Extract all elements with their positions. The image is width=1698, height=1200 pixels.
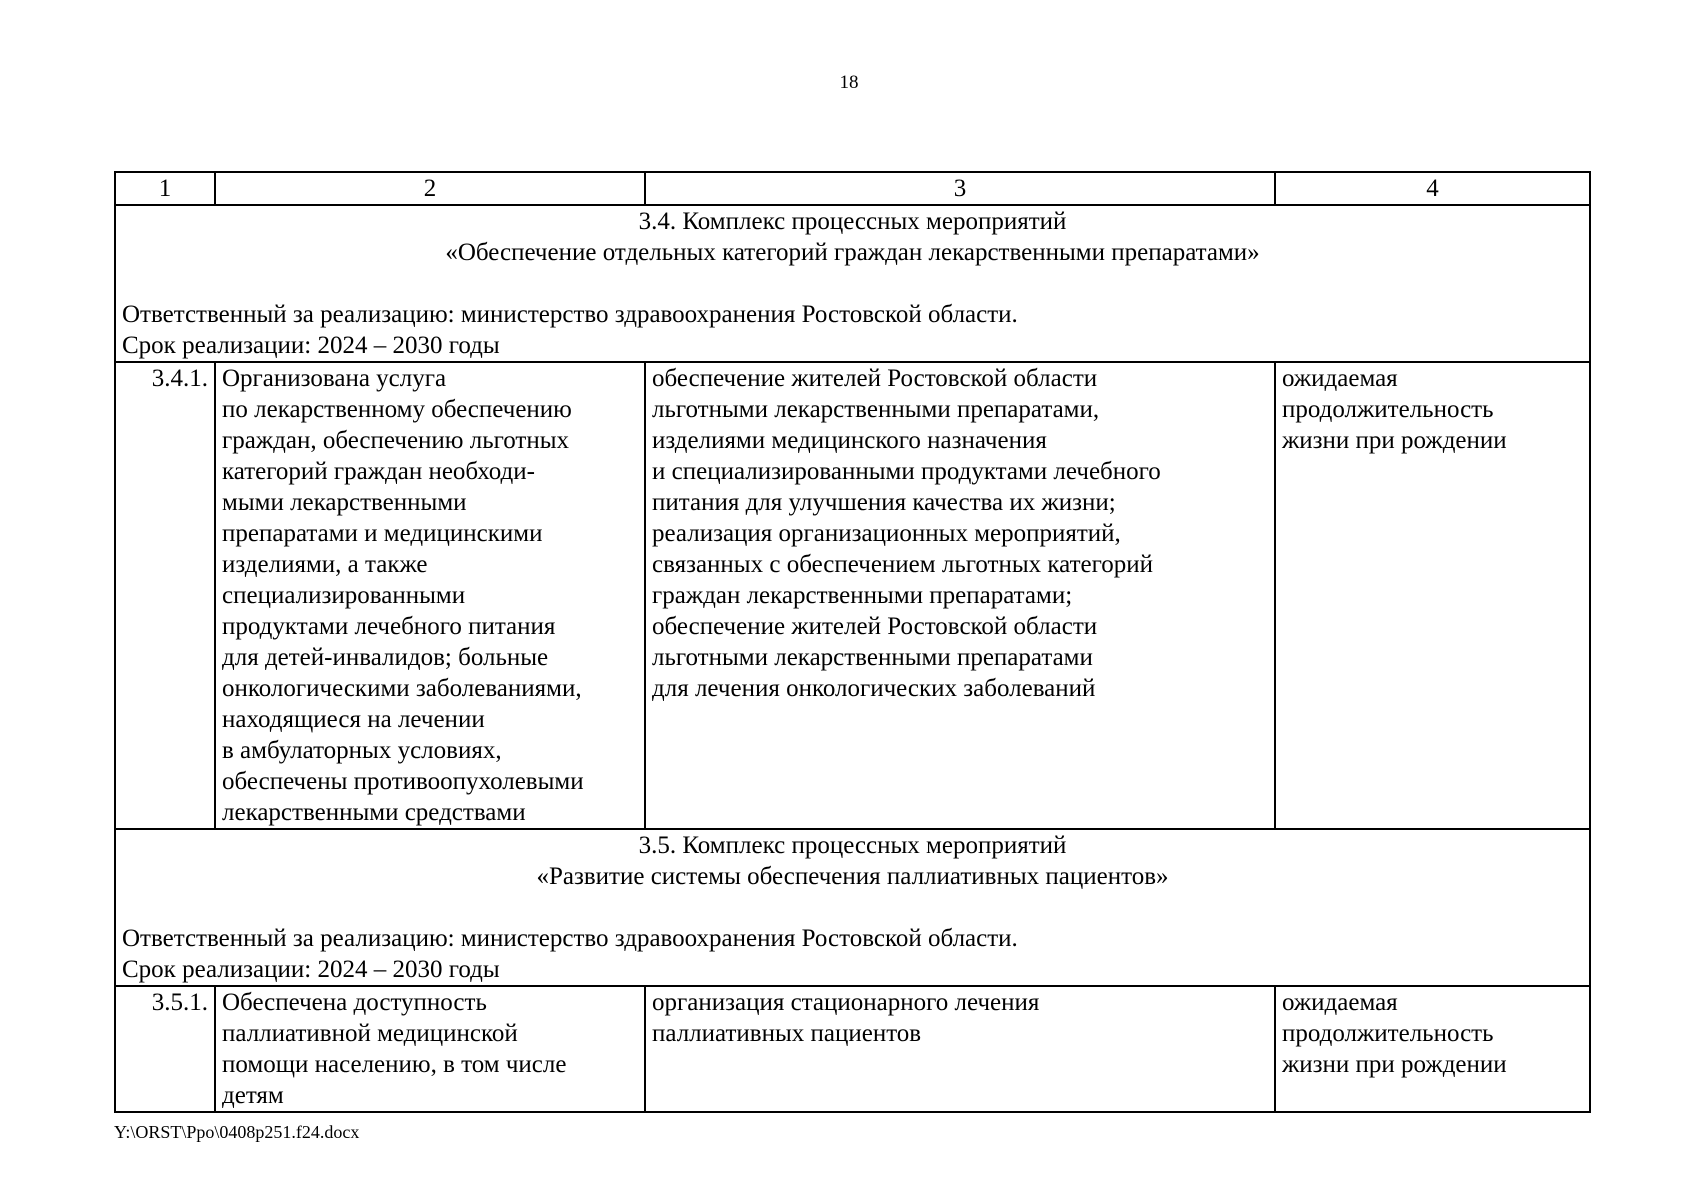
table-row [115,362,1590,829]
section-term: Срок реализации: 2024 – 2030 годы [122,956,500,983]
section-header [115,829,1590,986]
column-header-4: 4 [1275,172,1590,205]
task-cell: Организована услуга по лекарственному обеспечению граждан, обеспечению льготных категорий граждан необходи- мыми лекарственными препаратами и медицинскими изделиями, а также специализированными продуктами лечебного питания для детей-инвалидов; больные онкологическими заболеваниями, находящиеся на лечении в амбулаторных условиях, обеспечены противоопухолевыми лекарственными средствами [215,362,645,829]
section-header-row [115,829,1590,986]
column-header-1: 1 [115,172,215,205]
section-spacer [122,268,1583,299]
indicator-cell: ожидаемая продолжительность жизни при рождении [1275,986,1590,1112]
row-number: 3.5.1. [115,986,215,1112]
page-number: 18 [839,72,859,93]
column-header-2: 2 [215,172,645,205]
description-cell: обеспечение жителей Ростовской области льготными лекарственными препаратами, изделиями медицинского назначения и специализированными продуктами лечебного питания для улучшения качества их жизни; реализация организационных мероприятий, связанных с обеспечением льготных категорий граждан лекарственными препаратами; обеспечение жителей Ростовской области льготными лекарственными препаратами для лечения онкологических заболеваний [645,362,1275,829]
section-spacer [122,892,1583,923]
column-header-3: 3 [645,172,1275,205]
column-header-row [115,172,1590,205]
task-cell: Обеспечена доступность паллиативной медицинской помощи населению, в том числе детям [215,986,645,1112]
indicator-cell: ожидаемая продолжительность жизни при рождении [1275,362,1590,829]
section-subtitle: «Развитие системы обеспечения паллиативных пациентов» [536,863,1169,890]
program-table [114,171,1591,1113]
section-responsible: Ответственный за реализацию: министерство здравоохранения Ростовской области. [122,925,1018,952]
section-term: Срок реализации: 2024 – 2030 годы [122,332,500,359]
table-row [115,986,1590,1112]
file-path-footer: Y:\ORST\Ppo\0408p251.f24.docx [114,1122,360,1142]
section-subtitle: «Обеспечение отдельных категорий граждан лекарственными препаратами» [445,239,1260,266]
section-header-row [115,205,1590,362]
section-title: 3.4. Комплекс процессных мероприятий [638,208,1067,235]
description-cell: организация стационарного лечения паллиативных пациентов [645,986,1275,1112]
section-header [115,205,1590,362]
section-responsible: Ответственный за реализацию: министерство здравоохранения Ростовской области. [122,301,1018,328]
section-title: 3.5. Комплекс процессных мероприятий [638,832,1067,859]
row-number: 3.4.1. [115,362,215,829]
